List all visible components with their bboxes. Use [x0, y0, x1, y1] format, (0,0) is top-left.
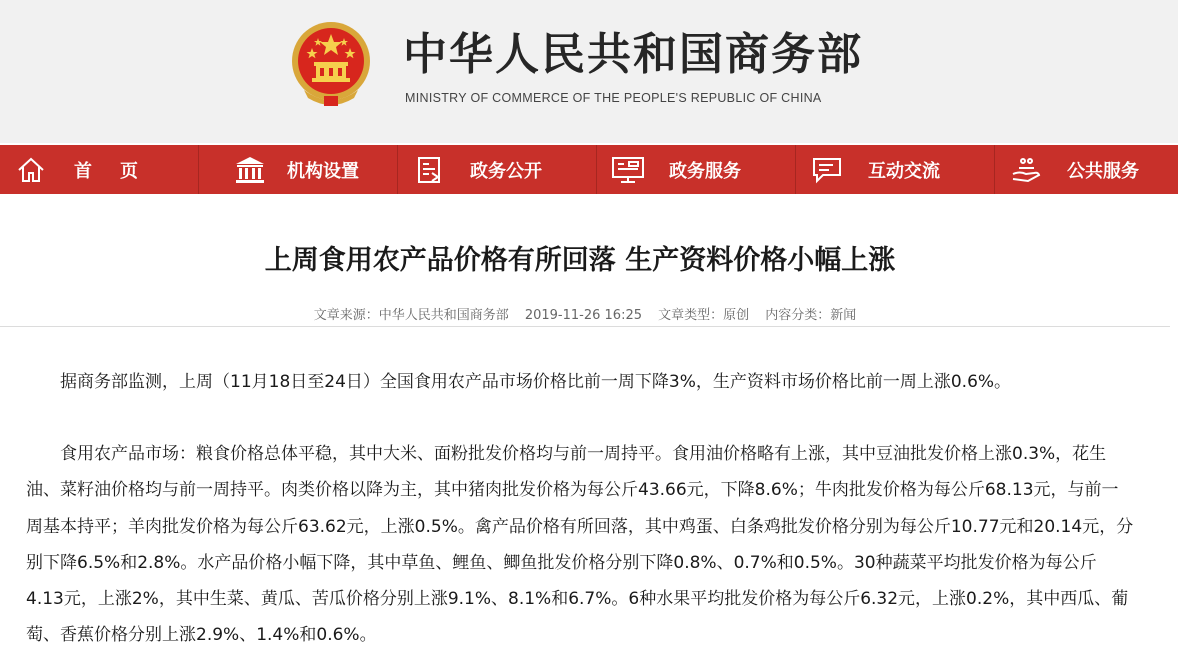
- article-title: 上周食用农产品价格有所回落 生产资料价格小幅上涨: [264, 245, 896, 276]
- nav-label-gov-affairs: 政务公开: [470, 160, 542, 182]
- nav-label-interaction: 互动交流: [868, 160, 940, 182]
- article-category: 内容分类：新闻: [765, 308, 857, 323]
- article-type: 文章类型：原创: [658, 308, 750, 323]
- institution-icon: [233, 153, 267, 187]
- article-paragraph: 食用农产品市场：粮食价格总体平稳，其中大米、面粉批发价格均与前一周持平。食用油价格略有上涨，其中豆油批发价格上涨0.3%，花生油、菜籽油价格均与前一周持平。肉类价格以降为主，其中猪肉批发价格为每公斤43.66元，下降8.6%；牛肉批发价格为每公斤68.13元，与前一周基本持平；羊肉批发价格为每公斤63.62元，上涨0.5%。禽产品价格有所回落，其中鸡蛋、白条鸡批发价格分别为每公斤10.77元和20.14元，分别下降6.5%和2.8%。水产品价格小幅下降，其中草鱼、鲤鱼、鲫鱼批发价格分别下降0.8%、0.7%和0.5%。30种蔬菜平均批发价格为每公斤4.13元，上涨2%，其中生菜、黄瓜、苦瓜价格分别上涨9.1%、8.1%和6.7%。6种水果平均批发价格为每公斤6.32元，上涨0.2%，其中西瓜、葡萄、香蕉价格分别上涨2.9%、1.4%和0.6%。: [26, 444, 1134, 646]
- divider: [0, 326, 1170, 327]
- nav-label-gov-services: 政务服务: [669, 160, 741, 182]
- site-header: [0, 0, 1178, 143]
- chat-icon: [810, 153, 844, 187]
- site-title: 中华人民共和国商务部: [403, 29, 863, 80]
- service-hand-icon: [1009, 153, 1043, 187]
- national-emblem-icon[interactable]: [290, 20, 372, 110]
- nav-item-gov-affairs[interactable]: [398, 145, 597, 194]
- nav-item-gov-services[interactable]: [597, 145, 796, 194]
- nav-item-home[interactable]: [0, 145, 199, 194]
- nav-label-institution: 机构设置: [287, 160, 359, 182]
- nav-label-home: 首页: [74, 160, 166, 182]
- nav-item-interaction[interactable]: [796, 145, 995, 194]
- nav-item-institution[interactable]: [199, 145, 398, 194]
- main-nav: [0, 145, 1178, 194]
- home-icon: [14, 153, 48, 187]
- article-paragraph: 据商务部监测，上周（11月18日至24日）全国食用农产品市场价格比前一周下降3%，生产资料市场价格比前一周上涨0.6%。: [60, 372, 1012, 392]
- article-source: 文章来源：中华人民共和国商务部: [313, 308, 509, 323]
- site-subtitle: MINISTRY OF COMMERCE OF THE PEOPLE'S REPUBLIC OF CHINA: [405, 91, 822, 105]
- article-meta: [0, 304, 1170, 323]
- nav-item-public-services[interactable]: [995, 145, 1178, 194]
- article-date: 2019-11-26 16:25: [524, 308, 642, 323]
- nav-label-public-services: 公共服务: [1067, 160, 1139, 182]
- document-icon: [412, 153, 446, 187]
- monitor-icon: [611, 153, 645, 187]
